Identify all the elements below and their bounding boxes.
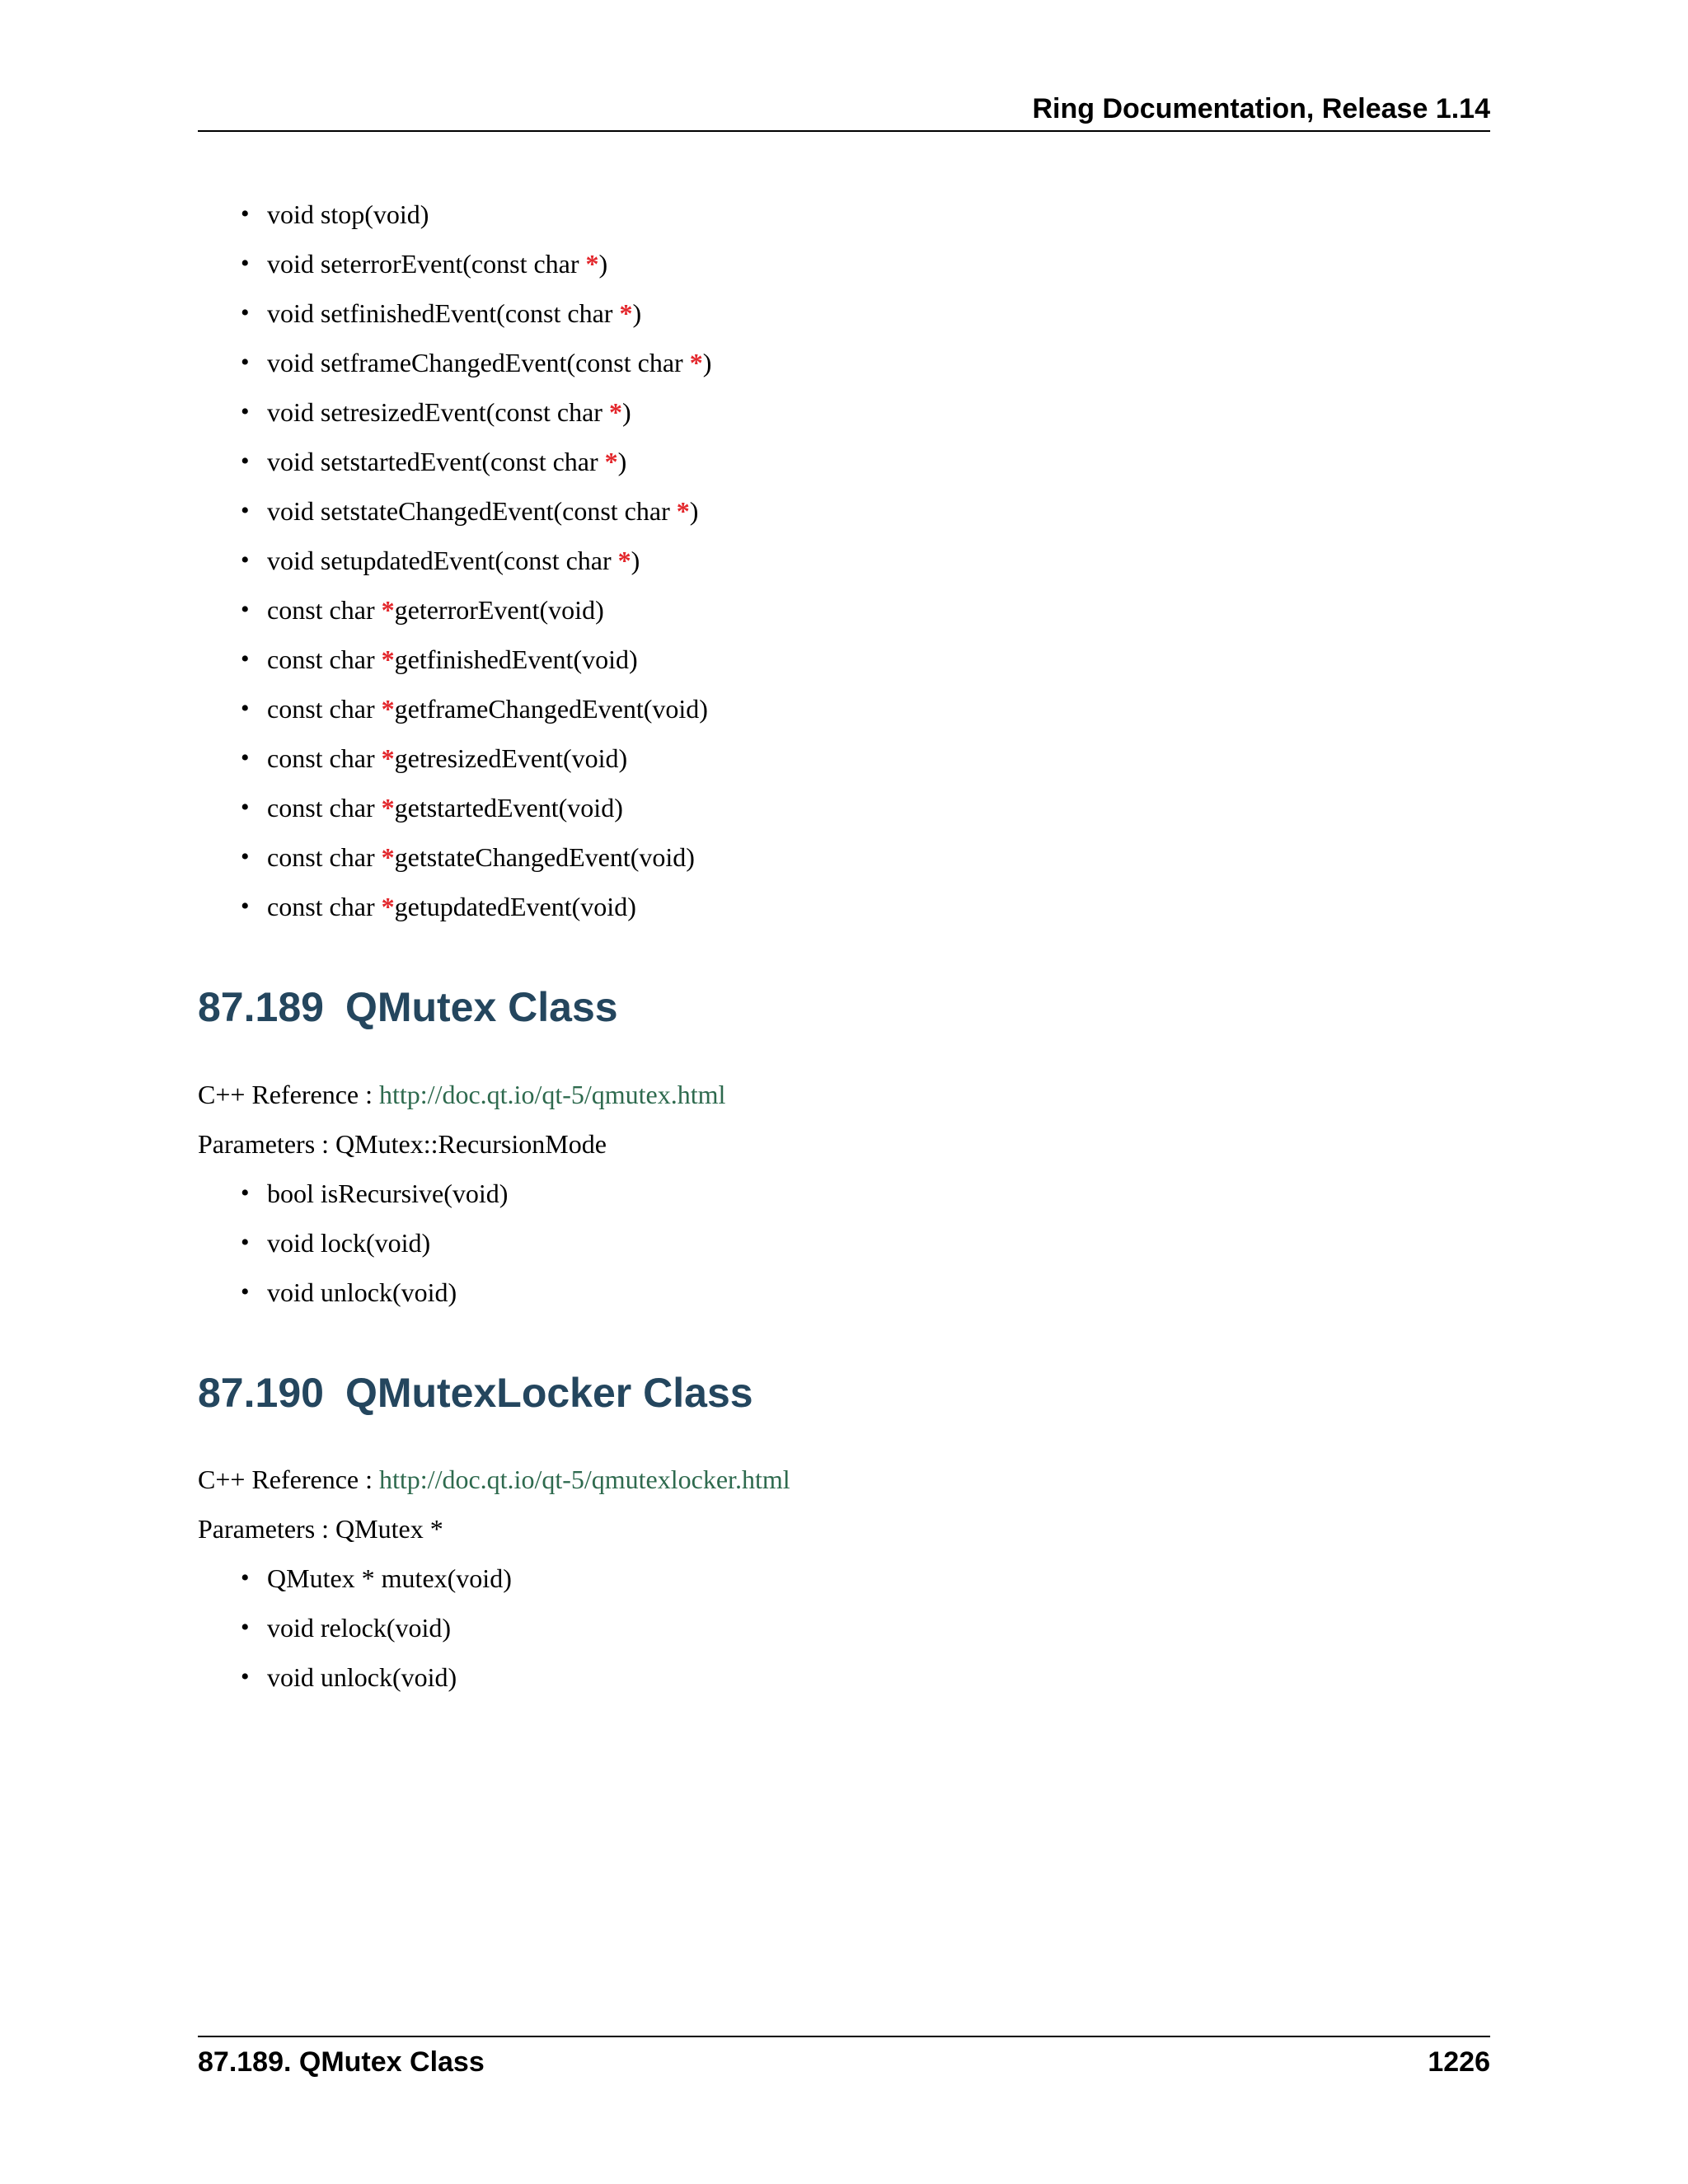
bullet-icon: • bbox=[241, 744, 250, 771]
bullet-icon: • bbox=[241, 1179, 250, 1207]
method-text: const char bbox=[267, 842, 382, 872]
reference-label: C++ Reference : bbox=[198, 1465, 379, 1494]
method-text: const char bbox=[267, 694, 382, 724]
bullet-icon: • bbox=[241, 645, 250, 673]
reference-label: C++ Reference : bbox=[198, 1080, 379, 1109]
cpp-reference bbox=[198, 1455, 790, 1504]
list-item bbox=[198, 338, 711, 387]
list-item bbox=[198, 437, 711, 486]
pointer-star: * bbox=[381, 644, 395, 674]
bullet-icon: • bbox=[241, 1614, 250, 1641]
method-text: void unlock(void) bbox=[267, 1277, 457, 1307]
method-text: void setstateChangedEvent(const char bbox=[267, 496, 677, 526]
bullet-icon: • bbox=[241, 1564, 250, 1591]
method-text-tail: ) bbox=[631, 546, 640, 575]
method-text: const char bbox=[267, 595, 382, 625]
footer-section-title: 87.189. QMutex Class bbox=[198, 2046, 485, 2078]
method-text-tail: ) bbox=[621, 397, 631, 427]
running-header bbox=[198, 91, 1490, 132]
bullet-icon: • bbox=[241, 596, 250, 623]
bullet-icon: • bbox=[241, 893, 250, 920]
method-text: void setresizedEvent(const char bbox=[267, 397, 609, 427]
list-item bbox=[198, 585, 711, 635]
pointer-star: * bbox=[381, 694, 395, 724]
list-item bbox=[198, 635, 711, 684]
pointer-star: * bbox=[617, 546, 631, 575]
bullet-icon: • bbox=[241, 497, 250, 524]
bullet-icon: • bbox=[241, 1278, 250, 1305]
method-text-tail: getresizedEvent(void) bbox=[394, 743, 628, 773]
bullet-icon: • bbox=[241, 794, 250, 821]
reference-link[interactable]: http://doc.qt.io/qt-5/qmutex.html bbox=[379, 1080, 726, 1109]
pointer-star: * bbox=[381, 793, 395, 823]
section-title: QMutexLocker Class bbox=[345, 1370, 753, 1416]
list-item bbox=[198, 1169, 508, 1218]
pointer-star: * bbox=[689, 348, 703, 377]
method-text: QMutex * mutex(void) bbox=[267, 1563, 512, 1593]
bullet-icon: • bbox=[241, 200, 250, 227]
bullet-icon: • bbox=[241, 448, 250, 475]
method-list-qmutex bbox=[198, 1169, 508, 1317]
method-text-tail: ) bbox=[702, 348, 712, 377]
pointer-star: * bbox=[381, 743, 395, 773]
method-text: void setframeChangedEvent(const char bbox=[267, 348, 690, 377]
list-item bbox=[198, 832, 711, 882]
list-item bbox=[198, 1268, 508, 1317]
pointer-star: * bbox=[608, 397, 622, 427]
bullet-icon: • bbox=[241, 398, 250, 425]
pointer-star: * bbox=[604, 447, 618, 476]
list-item bbox=[198, 882, 711, 931]
bullet-icon: • bbox=[241, 546, 250, 574]
header-title: Ring Documentation, Release 1.14 bbox=[1032, 93, 1490, 124]
section-title: QMutex Class bbox=[345, 984, 618, 1030]
list-item bbox=[198, 1554, 512, 1603]
bullet-icon: • bbox=[241, 250, 250, 277]
method-list-top bbox=[198, 190, 711, 931]
bullet-icon: • bbox=[241, 349, 250, 376]
method-text: const char bbox=[267, 793, 382, 823]
pointer-star: * bbox=[585, 249, 599, 279]
document-page bbox=[198, 0, 1490, 2184]
list-item bbox=[198, 239, 711, 288]
parameters-line: Parameters : QMutex::RecursionMode bbox=[198, 1129, 607, 1159]
method-text: void relock(void) bbox=[267, 1613, 452, 1643]
method-text: const char bbox=[267, 892, 382, 921]
method-text-tail: ) bbox=[689, 496, 699, 526]
list-item bbox=[198, 684, 711, 733]
list-item bbox=[198, 288, 711, 338]
parameters-line: Parameters : QMutex * bbox=[198, 1514, 443, 1544]
pointer-star: * bbox=[381, 595, 395, 625]
method-text: void setfinishedEvent(const char bbox=[267, 298, 620, 328]
method-text-tail: getfinishedEvent(void) bbox=[394, 644, 638, 674]
pointer-star: * bbox=[381, 892, 395, 921]
list-item bbox=[198, 783, 711, 832]
method-text: void lock(void) bbox=[267, 1228, 431, 1258]
cpp-reference bbox=[198, 1070, 725, 1119]
section-heading-qmutexlocker bbox=[198, 1368, 753, 1418]
list-item bbox=[198, 486, 711, 536]
list-item bbox=[198, 733, 711, 783]
list-item bbox=[198, 1603, 512, 1652]
method-text: void setstartedEvent(const char bbox=[267, 447, 605, 476]
list-item bbox=[198, 536, 711, 585]
method-text-tail: ) bbox=[617, 447, 627, 476]
method-text: void seterrorEvent(const char bbox=[267, 249, 586, 279]
bullet-icon: • bbox=[241, 843, 250, 870]
reference-link[interactable]: http://doc.qt.io/qt-5/qmutexlocker.html bbox=[379, 1465, 790, 1494]
method-text-tail: getstateChangedEvent(void) bbox=[394, 842, 695, 872]
method-text-tail: getstartedEvent(void) bbox=[394, 793, 623, 823]
section-number: 87.190 bbox=[198, 1370, 324, 1416]
running-footer bbox=[198, 2036, 1490, 2087]
method-text-tail: geterrorEvent(void) bbox=[394, 595, 604, 625]
method-text-tail: getupdatedEvent(void) bbox=[394, 892, 636, 921]
list-item bbox=[198, 190, 711, 239]
list-item bbox=[198, 1218, 508, 1268]
method-text: void stop(void) bbox=[267, 199, 429, 229]
bullet-icon: • bbox=[241, 1229, 250, 1256]
method-list-qmutexlocker bbox=[198, 1554, 512, 1702]
pointer-star: * bbox=[619, 298, 633, 328]
section-heading-qmutex bbox=[198, 982, 618, 1032]
method-text: const char bbox=[267, 743, 382, 773]
method-text: void setupdatedEvent(const char bbox=[267, 546, 618, 575]
bullet-icon: • bbox=[241, 1663, 250, 1690]
page-number: 1226 bbox=[1428, 2046, 1490, 2078]
method-text-tail: ) bbox=[632, 298, 642, 328]
method-text: void unlock(void) bbox=[267, 1662, 457, 1692]
method-text-tail: getframeChangedEvent(void) bbox=[394, 694, 708, 724]
bullet-icon: • bbox=[241, 299, 250, 326]
method-text: const char bbox=[267, 644, 382, 674]
section-number: 87.189 bbox=[198, 984, 324, 1030]
method-text: bool isRecursive(void) bbox=[267, 1179, 509, 1208]
list-item bbox=[198, 1652, 512, 1702]
pointer-star: * bbox=[676, 496, 690, 526]
list-item bbox=[198, 387, 711, 437]
method-text-tail: ) bbox=[598, 249, 608, 279]
pointer-star: * bbox=[381, 842, 395, 872]
bullet-icon: • bbox=[241, 695, 250, 722]
